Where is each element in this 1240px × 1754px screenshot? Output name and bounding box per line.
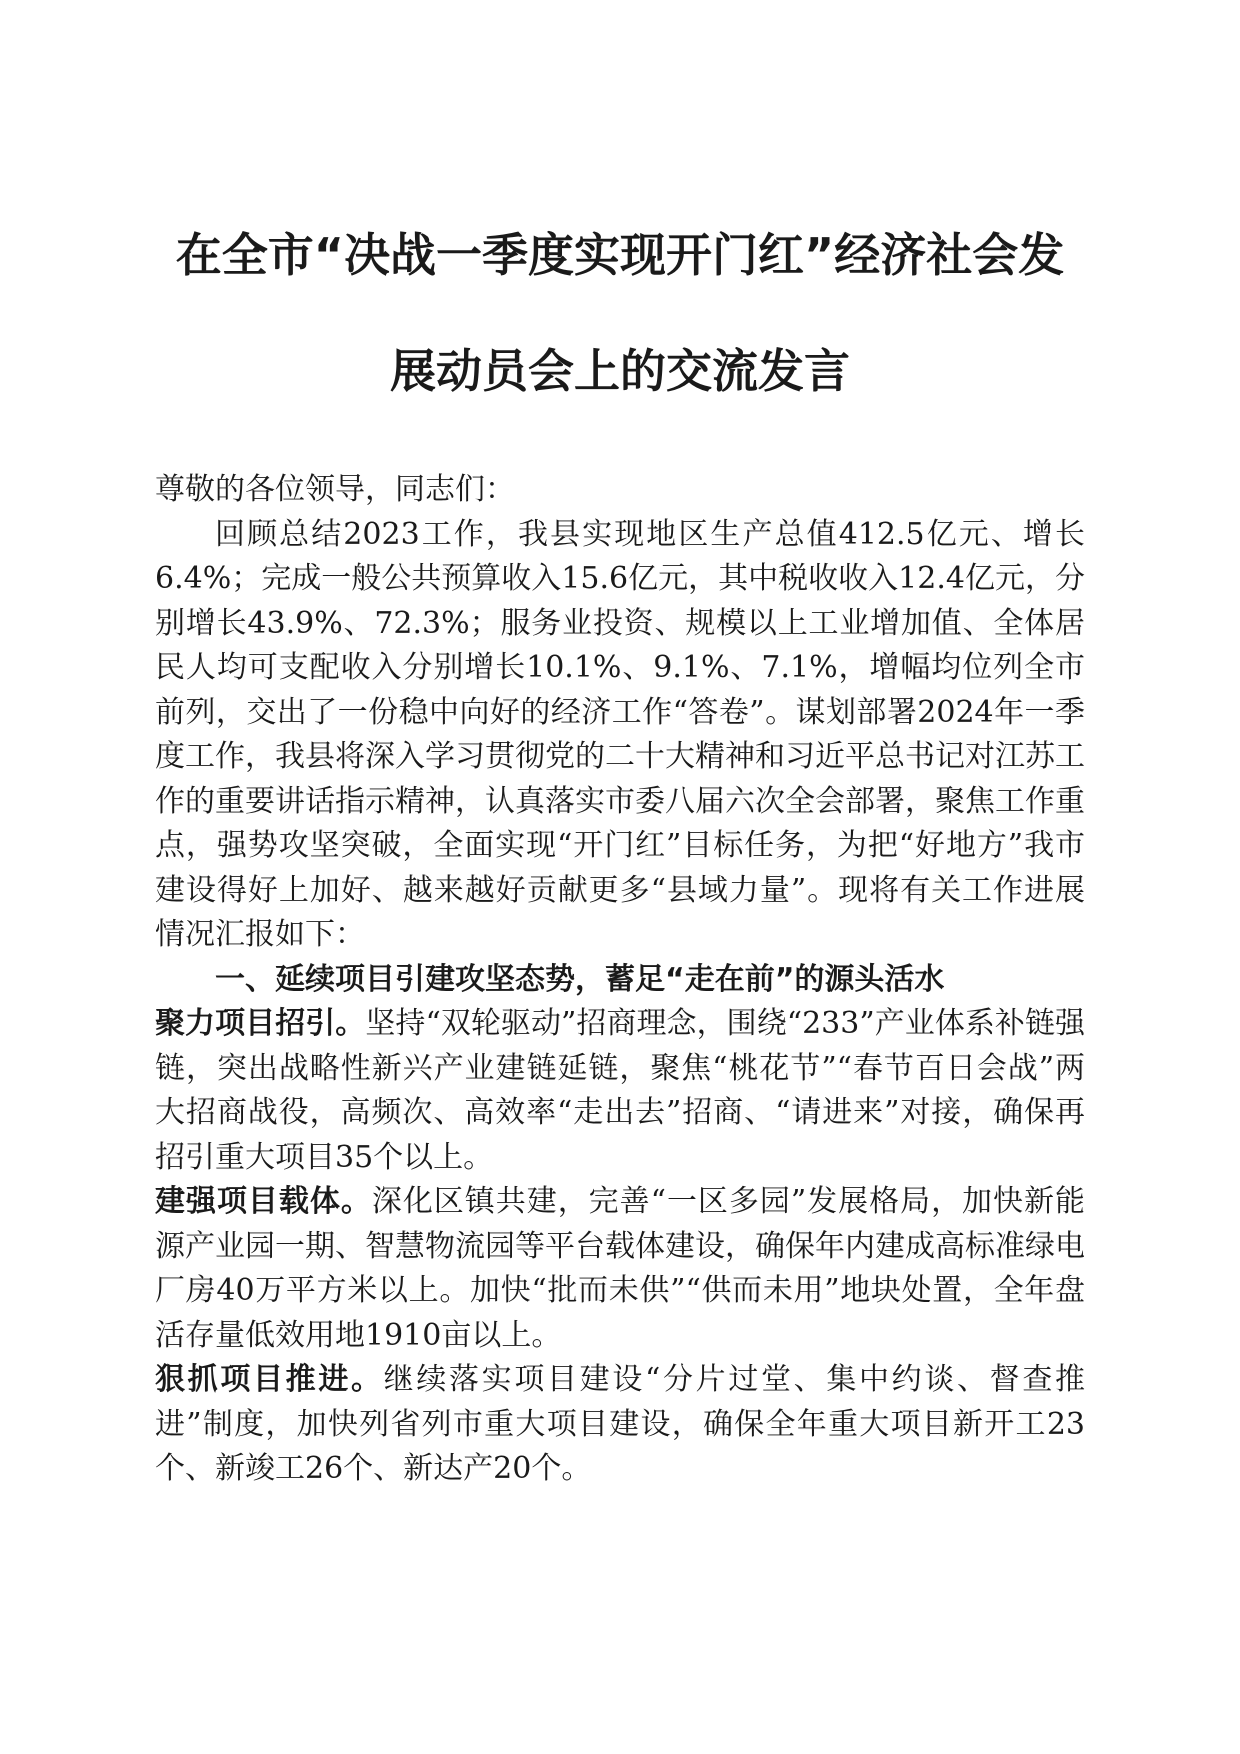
item-lead: 狠抓项目推进。 bbox=[155, 1362, 384, 1397]
document-title-line-1: 在全市“决战一季度实现开门红”经济社会发 bbox=[175, 228, 1065, 282]
intro-paragraph: 回顾总结2023工作，我县实现地区生产总值412.5亿元、增长6.4%；完成一般公共预算收入15.6亿元，其中税收收入12.4亿元，分别增长43.9%、72.3%；服务业投资、规模以上工业增加值、全体居民人均可支配收入分别增长10.1%、9.1%、7.1%，增幅均位列全市前列，交出了一份稳中向好的经济工作“答卷”。谋划部署2024年一季度工作，我县将深入学习贯彻党的二十大精神和习近平总书记对江苏工作的重要讲话指示精神，认真落实市委八届六次全会部署，聚焦工作重点，强势攻坚突破，全面实现“开门红”目标任务，为把“好地方”我市建设得好上加好、越来越好贡献更多“县域力量”。现将有关工作进展情况汇报如下： bbox=[155, 516, 1085, 952]
item-text: 深化区镇共建，完善“一区多园”发展格局，加快新能源产业园一期、智慧物流园等平台载体建设，确保年内建成高标准绿电厂房40万平方米以上。加快“批而未供”“供而未用”地块处置，全年盘活存量低效用地1910亩以上。 bbox=[155, 1184, 1085, 1353]
paragraph-item-1 bbox=[155, 1002, 1085, 1180]
document-body bbox=[155, 468, 1085, 1492]
salutation: 尊敬的各位领导，同志们： bbox=[155, 472, 515, 507]
paragraph-item-2 bbox=[155, 1180, 1085, 1358]
item-text: 继续落实项目建设“分片过堂、集中约谈、督查推进”制度，加快列省列市重大项目建设，确保全年重大项目新开工23个、新竣工26个、新达产20个。 bbox=[155, 1362, 1086, 1486]
paragraph-item-3 bbox=[155, 1358, 1085, 1492]
item-text: 坚持“双轮驱动”招商理念，围绕“233”产业体系补链强链，突出战略性新兴产业建链延链，聚焦“桃花节”“春节百日会战”两大招商战役，高频次、高效率“走出去”招商、“请进来”对接，确保再招引重大项目35个以上。 bbox=[155, 1006, 1086, 1175]
item-lead: 聚力项目招引。 bbox=[155, 1006, 366, 1041]
section-heading-1: 一、延续项目引建攻坚态势，蓄足“走在前”的源头活水 bbox=[215, 961, 945, 997]
document-title-line-2: 展动员会上的交流发言 bbox=[390, 344, 850, 398]
item-lead: 建强项目载体。 bbox=[155, 1184, 372, 1219]
